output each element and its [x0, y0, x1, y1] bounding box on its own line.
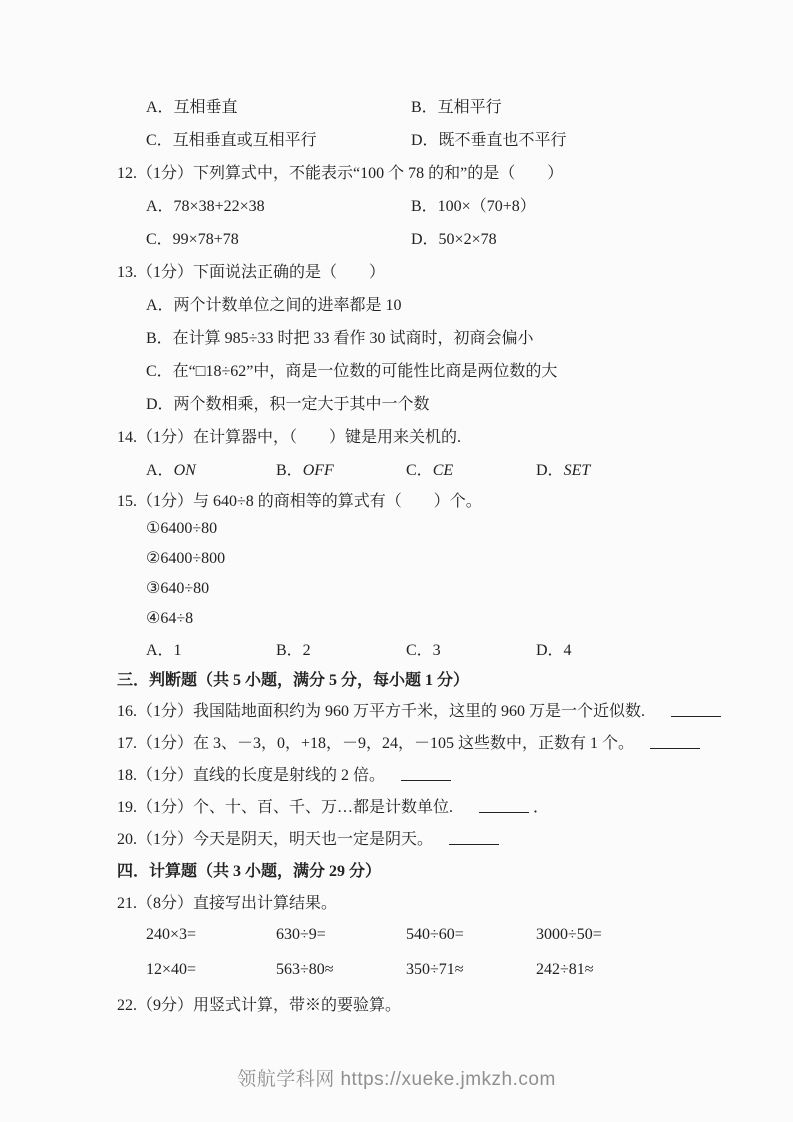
option-15-a: A．1: [146, 641, 182, 659]
option-12-b: B．100×（70+8）: [411, 198, 536, 215]
question-21-stem: 21.（8分）直接写出计算结果。: [117, 894, 338, 912]
option-13-d: D．两个数相乘，积一定大于其中一个数: [146, 396, 430, 413]
q11-options-row-ab: [0, 89, 793, 122]
q15-item-1: ①6400÷80: [146, 520, 218, 537]
answer-blank-19: [479, 797, 529, 813]
question-13-stem: 13.（1分）下面说法正确的是（ ）: [117, 264, 386, 281]
q21-calc-row-2: [0, 952, 793, 987]
question-18: [0, 757, 793, 789]
option-11-a: A．互相垂直: [146, 99, 238, 116]
option-13-a: A．两个计数单位之间的进率都是 10: [146, 297, 402, 314]
calc-expression-21-r1c3: 540÷60=: [406, 925, 464, 943]
option-12-c: C．99×78+78: [146, 231, 239, 248]
option-13-b: B．在计算 985÷33 时把 33 看作 30 试商时，初商会偏小: [146, 330, 534, 347]
question-17-stem: 17.（1分）在 3、－3，0，+18，－9，24，－105 这些数中，正数有 1 个。: [117, 734, 635, 752]
q15-item-4: ④64÷8: [146, 610, 194, 627]
watermark: 领航学科网 https://xueke.jmkzh.com: [237, 1069, 556, 1090]
section-4-title: 四．计算题（共 3 小题，满分 29 分）: [117, 862, 382, 880]
q15-item-3: ③640÷80: [146, 580, 210, 597]
option-12-a: A．78×38+22×38: [146, 198, 265, 215]
question-16-stem: 16.（1分）我国陆地面积约为 960 万平方千米，这里的 960 万是一个近似数.: [117, 702, 646, 720]
q12-options-row-ab: [0, 188, 793, 221]
question-20-stem: 20.（1分）今天是阴天，明天也一定是阴天。: [117, 830, 434, 848]
option-14-d: D．SET: [536, 462, 591, 479]
option-14-a: A．ON: [146, 462, 196, 479]
option-12-d: D．50×2×78: [411, 231, 497, 248]
q12-options-row-cd: [0, 221, 793, 254]
calc-expression-21-r2c4: 242÷81≈: [536, 960, 594, 978]
option-15-d: D．4: [536, 641, 572, 659]
section-3-title: 三．判断题（共 5 小题，满分 5 分，每小题 1 分）: [117, 671, 470, 689]
question-17: [0, 725, 793, 757]
question-16: [0, 693, 793, 725]
answer-blank-18: [401, 765, 451, 781]
option-13-c: C．在“□18÷62”中，商是一位数的可能性比商是两位数的大: [146, 363, 558, 380]
calc-expression-21-r2c2: 563÷80≈: [276, 960, 334, 978]
answer-blank-17: [650, 733, 700, 749]
calc-expression-21-r1c1: 240×3=: [146, 925, 197, 943]
option-11-b: B．互相平行: [411, 99, 502, 116]
option-14-c: C．CE: [406, 462, 454, 479]
q15-options-row: [0, 633, 793, 663]
question-19-tail: ．: [533, 798, 550, 816]
q11-options-row-cd: [0, 122, 793, 155]
question-20: [0, 821, 793, 853]
question-18-stem: 18.（1分）直线的长度是射线的 2 倍。: [117, 766, 386, 784]
q15-item-2: ②6400÷800: [146, 550, 226, 567]
question-12-stem: 12.（1分）下列算式中，不能表示“100 个 78 的和”的是（ ）: [117, 165, 564, 182]
calc-expression-21-r2c3: 350÷71≈: [406, 960, 464, 978]
question-14-stem: 14.（1分）在计算器中，（ ）键是用来关机的.: [117, 429, 462, 446]
option-14-b: B．OFF: [276, 462, 334, 479]
q14-options-row: [0, 452, 793, 485]
question-22-stem: 22.（9分）用竖式计算，带※的要验算。: [117, 997, 402, 1014]
option-11-d: D．既不垂直也不平行: [411, 132, 567, 149]
calc-expression-21-r1c2: 630÷9=: [276, 925, 326, 943]
question-19-stem: 19.（1分）个、十、百、千、万…都是计数单位.: [117, 798, 454, 816]
answer-blank-20: [449, 829, 499, 845]
question-19: [0, 789, 793, 821]
calc-expression-21-r2c1: 12×40=: [146, 960, 197, 978]
q21-calc-row-1: [0, 917, 793, 952]
option-15-b: B．2: [276, 641, 311, 659]
question-15-stem: 15.（1分）与 640÷8 的商相等的算式有（ ）个。: [117, 492, 482, 510]
answer-blank-16: [671, 701, 721, 717]
calc-expression-21-r1c4: 3000÷50=: [536, 925, 602, 943]
option-11-c: C．互相垂直或互相平行: [146, 132, 317, 149]
option-15-c: C．3: [406, 641, 441, 659]
